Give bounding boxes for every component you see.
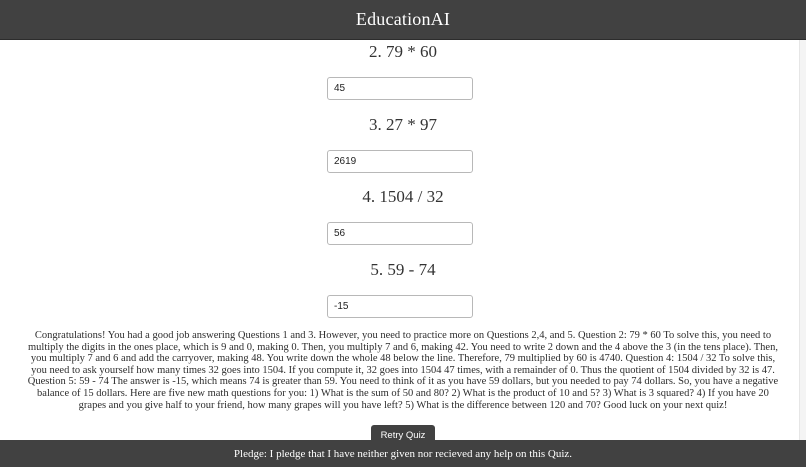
- app-title: EducationAI: [355, 9, 451, 29]
- question-3-answer-input[interactable]: [327, 150, 473, 173]
- question-5-prompt: 5. 59 - 74: [370, 260, 436, 279]
- question-4-prompt: 4. 1504 / 32: [362, 187, 444, 206]
- pledge-text: Pledge: I pledge that I have neither given nor recieved any help on this Quiz.: [233, 447, 573, 460]
- question-3-prompt: 3. 27 * 97: [369, 115, 437, 134]
- question-4-answer-input[interactable]: [327, 222, 473, 245]
- question-5-answer-input[interactable]: [327, 295, 473, 318]
- quiz-content: [0, 40, 806, 440]
- page-scrollbar[interactable]: [799, 40, 806, 440]
- retry-quiz-button[interactable]: Retry Quiz: [371, 425, 435, 445]
- quiz-feedback-text: Congratulations! You had a good job answering Questions 1 and 3. However, you need to practice more on Questions 2,4, and 5. Question 2: 79 * 60 To solve this, you need to multiply the digits in the ones place, which is 9 and 0, making 0. Then, you multiply 7 and 6, making 42. You need to write 2 down and the 4 above the 3 (in the tens place). Then, you multiply 7 and 6 and add the carryover, making 48. You write down the whole 48 below the line. Therefore, 79 multiplied by 60 is 4740. Question 4: 1504 / 32 To solve this, you need to ask yourself how many times 32 goes into 1504. If you compute it, 32 goes into 1504 47 times, with a remainder of 0. Thus the quotient of 1504 divided by 32 is 47. Question 5: 59 - 74 The answer is -15, which means 74 is greater than 59. You need to think of it as you have 59 dollars, but you needed to pay 74 dollars. So, you have a negative balance of 15 dollars. Here are five new math questions for you: 1) What is the sum of 50 and 80? 2) What is the product of 10 and 5? 3) What is 3 squared? 4) If you have 20 grapes and you give half to your friend, how many grapes will you have left? 5) What is the difference between 120 and 70? Good luck on your next quiz!: [27, 330, 779, 411]
- question-2-prompt: 2. 79 * 60: [369, 42, 437, 61]
- app-header: [0, 0, 806, 40]
- pledge-footer: [0, 440, 806, 467]
- question-2-answer-input[interactable]: [327, 77, 473, 100]
